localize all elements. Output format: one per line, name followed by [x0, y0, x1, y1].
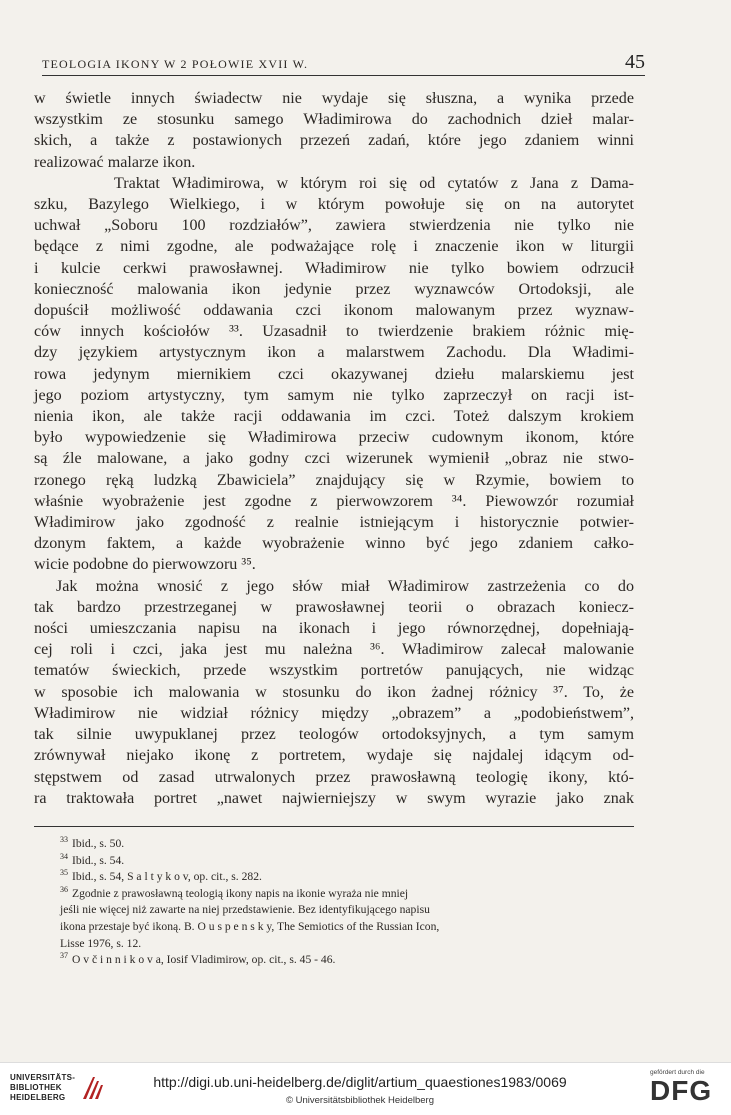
library-logo[interactable] — [10, 1073, 109, 1103]
text-line: konieczność malowania ikon jedynie przez wyznawców Ortodoksji, ale — [34, 280, 634, 298]
text-line: i kulcie cerkwi prawosławnej. Władimirow nie tylko bowiem odrzucił — [34, 259, 634, 277]
text-line: w sposobie ich malowania w stosunku do ikon żadnej różnicy ³⁷. To, że — [34, 683, 634, 701]
text-line: wszystkim ze stosunku samego Władimirowa do zachodnich dzieł malar- — [34, 111, 634, 129]
text-line: wicie podobne do pierwowzoru ³⁵. — [34, 556, 256, 574]
text-line: ców innych kościołów ³³. Uzasadnił to twierdzenie brakiem różnic mię- — [34, 323, 634, 341]
text-line: realizować malarze ikon. — [34, 153, 196, 171]
text-line: szku, Bazylego Wielkiego, i w którym powołuje się on na autorytet — [34, 196, 634, 214]
text-line: Władimirow nie widział różnicy między „obrazem” a „podobieństwem”, — [34, 704, 634, 722]
text-line: rowa jedynym miernikiem czci okazywanej dziełu malarskiemu jest — [34, 365, 634, 383]
footnotes — [34, 836, 634, 969]
permalink-url[interactable]: http://digi.ub.uni-heidelberg.de/diglit/artium_quaestiones1983/0069 — [153, 1074, 567, 1090]
footnote — [34, 869, 634, 886]
footnote-number: 35 — [60, 868, 68, 878]
footnote-text-cont: jeśli nie więcej niż zawarte na niej przedstawienie. Bez identyfikującego napisu — [60, 903, 430, 917]
text-line: dzonym faktem, a każde wyobrażenie winno być jego zdaniem całko- — [34, 535, 634, 553]
running-header — [42, 48, 645, 76]
text-line: w świetle innych świadectw nie wydaje się słuszna, a wynika przede — [34, 90, 634, 107]
footnote-text: Zgodnie z prawosławną teologią ikony napis na ikonie wyraża nie mniej — [72, 886, 409, 900]
text-line: zrównywał niejako ikonę z portretem, wydaje się najdalej idącym od- — [34, 747, 634, 765]
footnote-text: O v č i n n i k o v a, Iosif Vladimirow, op. cit., s. 45 - 46. — [72, 953, 336, 967]
footnote-divider — [34, 826, 634, 827]
footnote-text: Ibid., s. 54, S a l t y k o v, op. cit., s. 282. — [72, 870, 262, 884]
paragraph-2 — [34, 173, 634, 576]
funding-note: gefördert durch die — [650, 1069, 705, 1076]
footnote-text: Ibid., s. 54. — [72, 853, 125, 867]
library-name-line: UNIVERSITÄTS- — [10, 1073, 76, 1082]
library-emblem-icon — [79, 1073, 109, 1103]
text-line: rzonego ręką ludzką Zbawiciela” znajdujący się w Rzymie, bowiem to — [34, 471, 634, 489]
dfg-logo[interactable] — [650, 1069, 722, 1106]
text-line: ra traktowała portret „nawet najwierniejszy w swym wyrazie jako znak — [34, 789, 634, 807]
text-line: tematów świeckich, przede wszystkim portretów panujących, nie widząc — [34, 662, 634, 680]
funder-name: DFG — [650, 1075, 713, 1106]
library-name-line: BIBLIOTHEK — [10, 1083, 62, 1092]
text-line: cej roli i czci, jaka jest mu należna ³⁶. Władimirow zalecał malowanie — [34, 641, 634, 659]
text-line: dopuścił możliwość oddawania czci ikonom malowanym przez wyznaw- — [34, 302, 634, 320]
body-text — [34, 88, 634, 809]
footnote-text-cont: Lisse 1976, s. 12. — [60, 936, 142, 950]
text-line: Władimirow jako zgodność z realnie istniejącym i historycznie potwier- — [34, 514, 634, 532]
copyright-notice: © Universitätsbibliothek Heidelberg — [286, 1095, 434, 1106]
text-line: tak silnie uwypuklanej przez teologów ortodoksyjnych, a tym samym — [34, 726, 634, 744]
text-line: było wypowiedzenie się Władimirowa przeciw cudownym ikonom, które — [34, 429, 634, 447]
footnote-number: 33 — [60, 835, 68, 844]
page-number: 45 — [625, 51, 645, 73]
paragraph-1 — [34, 88, 634, 173]
text-line: tak bardzo przestrzeganej w prawosławnej teorii o obrazach koniecz- — [34, 598, 634, 616]
footnote — [34, 952, 634, 969]
text-line: właśnie wyobrażenie jest zgodne z pierwowzorem ³⁴. Piewowzór rozumiał — [34, 492, 634, 510]
footnote-number: 34 — [60, 851, 68, 861]
text-line: stępstwem od zasad utrwalonych przez prawosławną teologię ikony, któ- — [34, 768, 634, 786]
library-name-line: HEIDELBERG — [10, 1093, 66, 1102]
text-line: dzy językiem artystycznym ikon a malarstwem Zachodu. Dla Władimi- — [34, 344, 634, 362]
footnote — [34, 836, 634, 853]
text-line: skich, a także z postawionych przezeń zadań, które jego zdaniem winni — [34, 132, 634, 150]
footnote-text: Ibid., s. 50. — [72, 837, 125, 850]
text-line: nienia ikon, ale także racji oddawania im czci. Toteż dalszym krokiem — [34, 408, 634, 426]
footnote — [34, 853, 634, 870]
text-line: uchwał „Soboru 100 rozdziałów”, zawiera stwierdzenia nie tylko nie — [34, 217, 634, 235]
paragraph-3 — [34, 576, 634, 809]
text-line: są źle malowane, a jako godny czci wizerunek wymienił „obraz nie stwo- — [34, 450, 634, 468]
text-line: będące z nimi zgodne, ale podważające rolę i znaczenie ikon w liturgii — [34, 238, 634, 256]
text-line: Jak można wnosić z jego słów miał Władimirow zastrzeżenia co do — [56, 577, 634, 595]
text-line: jego poziom artystyczny, tym samym nie tylko zaprzeczył on racji ist- — [34, 386, 634, 404]
footnote — [34, 886, 634, 952]
running-title: TEOLOGIA IKONY W 2 POŁOWIE XVII W. — [42, 57, 309, 71]
digitization-footer — [0, 1062, 731, 1115]
footnote-number: 37 — [60, 951, 68, 961]
footnote-text-cont: ikona przestaje być ikoną. B. O u s p e n s k y, The Semiotics of the Russian Icon, — [60, 919, 440, 933]
footnote-number: 36 — [60, 884, 68, 894]
text-line: ności umieszczania napisu na ikonach i jego równorzędnej, dopełniają- — [34, 620, 634, 638]
text-line: Traktat Władimirowa, w którym roi się od cytatów z Jana z Dama- — [114, 174, 634, 192]
